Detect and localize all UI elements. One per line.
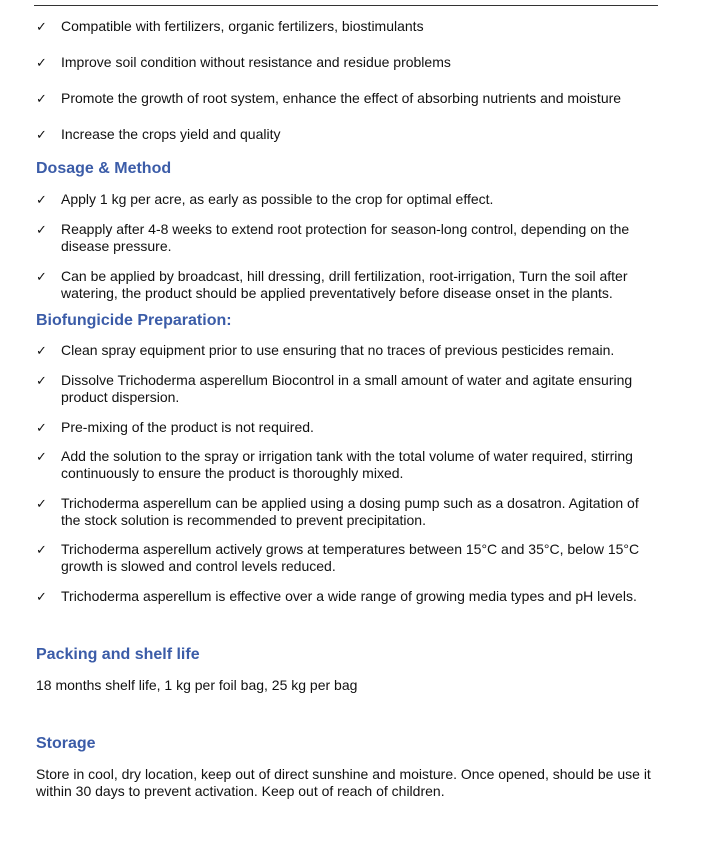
check-mark-icon: ✓ [36,19,47,34]
preparation-heading: Biofungicide Preparation: [36,312,232,329]
list-item: ✓ Clean spray equipment prior to use ensuring that no traces of previous pesticides remain. [36,342,615,358]
check-mark-icon: ✓ [36,192,47,207]
check-mark-icon: ✓ [36,343,47,358]
packing-text: 18 months shelf life, 1 kg per foil bag, 25 kg per bag [36,677,358,693]
check-mark-icon: ✓ [36,542,47,557]
list-item: ✓ Reapply after 4-8 weeks to extend root protection for season-long control, depending on the disease pressure. [36,221,630,254]
dosage-heading: Dosage & Method [36,160,172,177]
list-item: ✓ Promote the growth of root system, enhance the effect of absorbing nutrients and moisture [36,90,622,106]
list-item: ✓ Add the solution to the spray or irrigation tank with the total volume of water required, stirring continuously to ensure the product is thoroughly mixed. [36,448,633,481]
check-mark-icon: ✓ [36,269,47,284]
list-item: ✓ Pre-mixing of the product is not required. [36,419,314,435]
list-item: ✓ Trichoderma asperellum actively grows at temperatures between 15°C and 35°C, below 15°C growth is slowed and control levels reduced. [36,541,640,574]
check-mark-icon: ✓ [36,589,47,604]
check-mark-icon: ✓ [36,496,47,511]
check-mark-icon: ✓ [36,91,47,106]
benefits-list [36,18,661,143]
list-item: ✓ Dissolve Trichoderma asperellum Biocontrol in a small amount of water and agitate ensuring product dispersion. [36,372,633,405]
storage-heading: Storage [36,735,96,752]
list-item: ✓ Improve soil condition without resistance and residue problems [36,54,451,70]
check-mark-icon: ✓ [36,127,47,142]
check-mark-icon: ✓ [36,420,47,435]
check-mark-icon: ✓ [36,449,47,464]
list-item: ✓ Can be applied by broadcast, hill dressing, drill fertilization, root-irrigation, Turn the soil after watering, the product should be applied preventatively before disease onset in the plants. [36,268,628,301]
list-item: ✓ Trichoderma asperellum can be applied using a dosing pump such as a dosatron. Agitation of the stock solution is recommended to prevent precipitation. [36,495,639,528]
check-mark-icon: ✓ [36,222,47,237]
list-item: ✓ Compatible with fertilizers, organic fertilizers, biostimulants [36,18,424,34]
storage-text: Store in cool, dry location, keep out of direct sunshine and moisture. Once opened, should be use it within 30 days to prevent activation. Keep out of reach of children. [36,766,651,799]
packing-heading: Packing and shelf life [36,646,200,663]
list-item: ✓ Apply 1 kg per acre, as early as possible to the crop for optimal effect. [36,191,494,207]
check-mark-icon: ✓ [36,373,47,388]
preparation-list [36,342,661,605]
list-item: ✓ Increase the crops yield and quality [36,126,281,142]
list-item: ✓ Trichoderma asperellum is effective over a wide range of growing media types and pH levels. [36,588,637,604]
header-divider [34,5,658,6]
dosage-list [36,191,661,302]
check-mark-icon: ✓ [36,55,47,70]
